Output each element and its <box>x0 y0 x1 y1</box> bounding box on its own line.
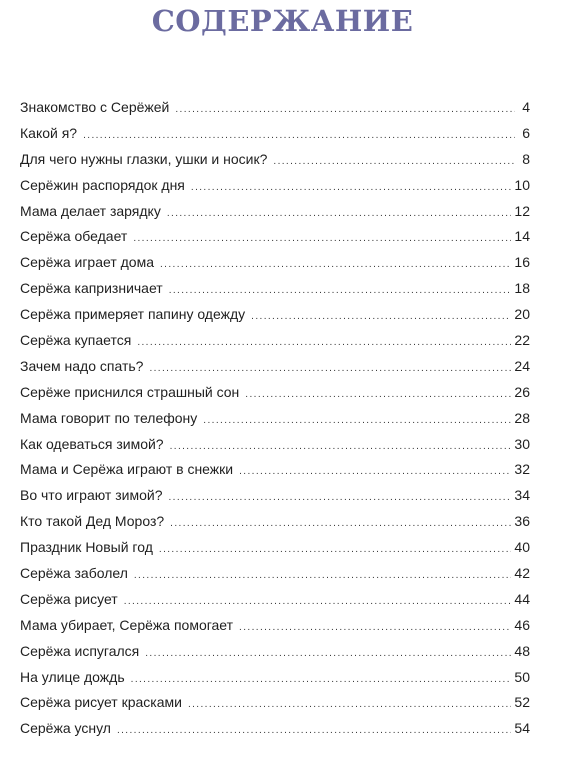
toc-entry-title: Во что играют зимой? <box>20 487 163 504</box>
toc-entry <box>20 694 530 720</box>
toc-entry-page-number: 24 <box>514 357 530 374</box>
toc-entry <box>20 591 530 617</box>
dot-leader <box>159 544 512 555</box>
toc-entry <box>20 332 530 358</box>
toc-entry-page-number: 16 <box>514 254 530 271</box>
toc-entry-page-number: 46 <box>514 616 530 633</box>
toc-entry-page-number: 44 <box>514 590 530 607</box>
toc-entry-title: Праздник Новый год <box>20 539 153 556</box>
dot-leader <box>239 466 511 477</box>
toc-entry-title: Серёжа купается <box>20 332 132 349</box>
toc-entry <box>20 643 530 669</box>
dot-leader <box>169 285 512 296</box>
dot-leader <box>160 259 511 270</box>
toc-entry-title: Серёжа примеряет папину одежду <box>20 306 246 323</box>
toc-entry <box>20 151 530 177</box>
table-of-contents <box>20 99 530 746</box>
toc-entry <box>20 203 530 229</box>
page-title: СОДЕРЖАНИЕ <box>151 4 414 38</box>
toc-entry-title: Мама говорит по телефону <box>20 409 198 426</box>
toc-entry-page-number: 12 <box>514 202 530 219</box>
toc-entry <box>20 358 530 384</box>
toc-entry-page-number: 54 <box>514 720 530 737</box>
toc-entry-page-number: 10 <box>514 176 530 193</box>
toc-entry <box>20 228 530 254</box>
toc-entry-page-number: 40 <box>514 539 530 556</box>
dot-leader <box>145 648 511 659</box>
dot-leader <box>133 233 511 244</box>
toc-entry-title: На улице дождь <box>20 668 125 685</box>
toc-entry <box>20 280 530 306</box>
dot-leader <box>203 415 511 426</box>
toc-entry-page-number: 52 <box>514 694 530 711</box>
toc-entry <box>20 669 530 695</box>
dot-leader <box>170 518 511 529</box>
toc-entry-title: Мама убирает, Серёжа помогает <box>20 616 234 633</box>
toc-entry-page-number: 6 <box>522 124 530 141</box>
toc-entry-title: Серёжа испугался <box>20 642 140 659</box>
toc-entry-title: Серёжин распорядок дня <box>20 176 185 193</box>
toc-entry-page-number: 30 <box>514 435 530 452</box>
toc-entry-title: Мама и Серёжа играют в снежки <box>20 461 234 478</box>
toc-entry-title: Кто такой Дед Мороз? <box>20 513 165 530</box>
dot-leader <box>117 725 511 736</box>
dot-leader <box>124 596 512 607</box>
dot-leader <box>170 441 512 452</box>
toc-entry <box>20 410 530 436</box>
toc-entry-title: Серёжа играет дома <box>20 254 154 271</box>
toc-entry-title: Для чего нужны глазки, ушки и носик? <box>20 150 268 167</box>
toc-entry-title: Серёжа обедает <box>20 228 128 245</box>
toc-entry-page-number: 14 <box>514 228 530 245</box>
toc-entry <box>20 720 530 746</box>
toc-entry <box>20 617 530 643</box>
dot-leader <box>83 130 515 141</box>
toc-entry-page-number: 36 <box>514 513 530 530</box>
toc-entry-page-number: 48 <box>514 642 530 659</box>
dot-leader <box>134 570 512 581</box>
dot-leader <box>239 622 511 633</box>
toc-entry <box>20 177 530 203</box>
dot-leader <box>137 337 511 348</box>
toc-entry-page-number: 18 <box>514 280 530 297</box>
dot-leader <box>169 492 512 503</box>
toc-entry <box>20 384 530 410</box>
toc-entry-title: Как одеваться зимой? <box>20 435 164 452</box>
dot-leader <box>167 208 512 219</box>
toc-entry <box>20 254 530 280</box>
toc-entry-title: Серёже приснился страшный сон <box>20 383 240 400</box>
toc-entry-page-number: 26 <box>514 383 530 400</box>
toc-entry-title: Зачем надо спать? <box>20 357 144 374</box>
toc-entry-page-number: 22 <box>514 332 530 349</box>
toc-entry-page-number: 34 <box>514 487 530 504</box>
toc-entry-title: Серёжа уснул <box>20 720 111 737</box>
toc-entry <box>20 306 530 332</box>
toc-entry <box>20 513 530 539</box>
toc-entry <box>20 487 530 513</box>
toc-entry <box>20 565 530 591</box>
toc-entry-title: Какой я? <box>20 124 78 141</box>
toc-entry-page-number: 4 <box>522 99 530 115</box>
dot-leader <box>191 182 512 193</box>
toc-entry-title: Серёжа рисует красками <box>20 694 182 711</box>
dot-leader <box>273 156 515 167</box>
dot-leader <box>149 363 511 374</box>
toc-entry-page-number: 32 <box>514 461 530 478</box>
dot-leader <box>131 674 512 685</box>
toc-entry <box>20 539 530 565</box>
toc-entry-title: Серёжа капризничает <box>20 280 163 297</box>
toc-entry-title: Серёжа рисует <box>20 590 118 607</box>
dot-leader <box>175 104 515 115</box>
toc-entry-page-number: 28 <box>514 409 530 426</box>
toc-entry-page-number: 8 <box>522 150 530 167</box>
dot-leader <box>251 311 511 322</box>
toc-entry-title: Серёжа заболел <box>20 565 128 582</box>
toc-entry <box>20 125 530 151</box>
toc-entry-page-number: 50 <box>514 668 530 685</box>
toc-entry <box>20 436 530 462</box>
toc-entry-title: Мама делает зарядку <box>20 202 161 219</box>
dot-leader <box>245 389 511 400</box>
toc-entry <box>20 99 530 125</box>
toc-entry <box>20 461 530 487</box>
dot-leader <box>188 699 511 710</box>
toc-entry-title: Знакомство с Серёжей <box>20 99 170 115</box>
toc-entry-page-number: 42 <box>514 565 530 582</box>
toc-entry-page-number: 20 <box>514 306 530 323</box>
